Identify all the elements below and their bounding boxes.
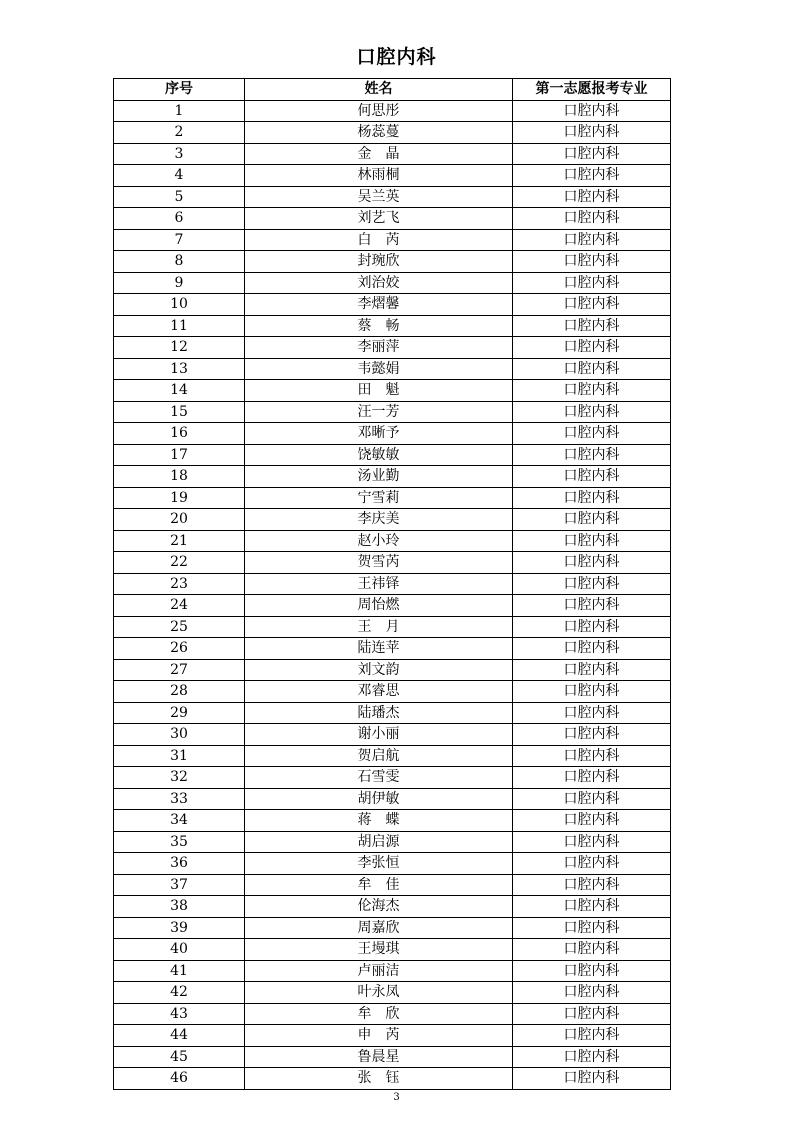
cell-major: 口腔内科 [513, 143, 671, 165]
cell-major: 口腔内科 [513, 724, 671, 746]
table-row [114, 595, 671, 617]
cell-no: 25 [114, 616, 245, 638]
table-row [114, 1068, 671, 1090]
table-row [114, 337, 671, 359]
cell-major: 口腔内科 [513, 767, 671, 789]
cell-major: 口腔内科 [513, 122, 671, 144]
cell-no: 5 [114, 186, 245, 208]
cell-name: 刘文韵 [245, 659, 513, 681]
cell-major: 口腔内科 [513, 1068, 671, 1090]
cell-name: 汤业勤 [245, 466, 513, 488]
cell-name: 贺启航 [245, 745, 513, 767]
table-row [114, 487, 671, 509]
cell-no: 28 [114, 681, 245, 703]
cell-name: 谢小丽 [245, 724, 513, 746]
table-row [114, 229, 671, 251]
table-row [114, 616, 671, 638]
table-row [114, 466, 671, 488]
table-row [114, 810, 671, 832]
cell-no: 43 [114, 1003, 245, 1025]
cell-name: 宁雪莉 [245, 487, 513, 509]
cell-name: 饶敏敏 [245, 444, 513, 466]
table-row [114, 401, 671, 423]
cell-major: 口腔内科 [513, 595, 671, 617]
cell-name: 牟 佳 [245, 874, 513, 896]
cell-no: 30 [114, 724, 245, 746]
table-row [114, 315, 671, 337]
table-row [114, 444, 671, 466]
cell-name: 赵小玲 [245, 530, 513, 552]
cell-major: 口腔内科 [513, 874, 671, 896]
table-row [114, 294, 671, 316]
cell-name: 牟 欣 [245, 1003, 513, 1025]
cell-major: 口腔内科 [513, 896, 671, 918]
table-row [114, 358, 671, 380]
table-row [114, 1046, 671, 1068]
cell-major: 口腔内科 [513, 423, 671, 445]
cell-major: 口腔内科 [513, 272, 671, 294]
cell-name: 李熠馨 [245, 294, 513, 316]
column-header-name: 姓名 [245, 79, 513, 101]
cell-major: 口腔内科 [513, 1046, 671, 1068]
cell-no: 45 [114, 1046, 245, 1068]
cell-major: 口腔内科 [513, 315, 671, 337]
table-row [114, 100, 671, 122]
table-row [114, 165, 671, 187]
cell-major: 口腔内科 [513, 745, 671, 767]
cell-no: 10 [114, 294, 245, 316]
cell-no: 7 [114, 229, 245, 251]
cell-major: 口腔内科 [513, 401, 671, 423]
cell-major: 口腔内科 [513, 853, 671, 875]
roster-body [114, 100, 671, 1089]
table-row [114, 874, 671, 896]
cell-name: 李庆美 [245, 509, 513, 531]
cell-major: 口腔内科 [513, 1025, 671, 1047]
cell-no: 34 [114, 810, 245, 832]
cell-name: 邓睿思 [245, 681, 513, 703]
cell-name: 王祎铎 [245, 573, 513, 595]
cell-major: 口腔内科 [513, 186, 671, 208]
table-row [114, 552, 671, 574]
table-row [114, 272, 671, 294]
cell-name: 卢丽洁 [245, 960, 513, 982]
cell-major: 口腔内科 [513, 960, 671, 982]
cell-no: 6 [114, 208, 245, 230]
table-row [114, 724, 671, 746]
table-row [114, 1003, 671, 1025]
cell-major: 口腔内科 [513, 659, 671, 681]
table-row [114, 960, 671, 982]
column-header-major: 第一志愿报考专业 [513, 79, 671, 101]
cell-no: 46 [114, 1068, 245, 1090]
cell-major: 口腔内科 [513, 251, 671, 273]
cell-name: 李张恒 [245, 853, 513, 875]
cell-major: 口腔内科 [513, 982, 671, 1004]
cell-no: 35 [114, 831, 245, 853]
cell-no: 33 [114, 788, 245, 810]
cell-major: 口腔内科 [513, 100, 671, 122]
table-row [114, 638, 671, 660]
cell-no: 2 [114, 122, 245, 144]
cell-major: 口腔内科 [513, 788, 671, 810]
cell-major: 口腔内科 [513, 810, 671, 832]
cell-no: 24 [114, 595, 245, 617]
table-row [114, 530, 671, 552]
table-row [114, 251, 671, 273]
cell-name: 汪一芳 [245, 401, 513, 423]
table-row [114, 831, 671, 853]
cell-no: 1 [114, 100, 245, 122]
cell-major: 口腔内科 [513, 681, 671, 703]
cell-major: 口腔内科 [513, 509, 671, 531]
cell-no: 42 [114, 982, 245, 1004]
roster-table [113, 78, 671, 1090]
cell-name: 吴兰英 [245, 186, 513, 208]
cell-name: 叶永凤 [245, 982, 513, 1004]
table-row [114, 509, 671, 531]
table-row [114, 143, 671, 165]
table-row [114, 380, 671, 402]
cell-major: 口腔内科 [513, 165, 671, 187]
cell-name: 申 芮 [245, 1025, 513, 1047]
table-row [114, 186, 671, 208]
cell-no: 38 [114, 896, 245, 918]
cell-major: 口腔内科 [513, 380, 671, 402]
table-row [114, 982, 671, 1004]
cell-major: 口腔内科 [513, 552, 671, 574]
table-row [114, 573, 671, 595]
cell-no: 8 [114, 251, 245, 273]
cell-name: 韦懿娟 [245, 358, 513, 380]
cell-no: 36 [114, 853, 245, 875]
cell-no: 12 [114, 337, 245, 359]
cell-no: 4 [114, 165, 245, 187]
cell-major: 口腔内科 [513, 831, 671, 853]
cell-major: 口腔内科 [513, 1003, 671, 1025]
cell-name: 何思彤 [245, 100, 513, 122]
cell-name: 田 魁 [245, 380, 513, 402]
cell-no: 39 [114, 917, 245, 939]
cell-major: 口腔内科 [513, 530, 671, 552]
cell-name: 封琬欣 [245, 251, 513, 273]
cell-no: 44 [114, 1025, 245, 1047]
cell-name: 胡伊敏 [245, 788, 513, 810]
cell-name: 王墁琪 [245, 939, 513, 961]
cell-no: 20 [114, 509, 245, 531]
cell-no: 41 [114, 960, 245, 982]
table-row [114, 853, 671, 875]
table-row [114, 122, 671, 144]
cell-no: 15 [114, 401, 245, 423]
cell-major: 口腔内科 [513, 638, 671, 660]
cell-no: 22 [114, 552, 245, 574]
table-row [114, 939, 671, 961]
cell-major: 口腔内科 [513, 337, 671, 359]
column-header-no: 序号 [114, 79, 245, 101]
page-title: 口腔内科 [356, 46, 437, 68]
cell-name: 白 芮 [245, 229, 513, 251]
cell-name: 林雨桐 [245, 165, 513, 187]
cell-name: 伦海杰 [245, 896, 513, 918]
table-row [114, 917, 671, 939]
cell-no: 27 [114, 659, 245, 681]
cell-no: 29 [114, 702, 245, 724]
cell-name: 陆连苹 [245, 638, 513, 660]
table-row [114, 896, 671, 918]
table-row [114, 1025, 671, 1047]
cell-major: 口腔内科 [513, 917, 671, 939]
cell-name: 石雪雯 [245, 767, 513, 789]
cell-name: 刘艺飞 [245, 208, 513, 230]
cell-no: 11 [114, 315, 245, 337]
table-row [114, 767, 671, 789]
cell-no: 23 [114, 573, 245, 595]
cell-no: 18 [114, 466, 245, 488]
cell-major: 口腔内科 [513, 444, 671, 466]
cell-no: 31 [114, 745, 245, 767]
cell-name: 周嘉欣 [245, 917, 513, 939]
cell-name: 贺雪芮 [245, 552, 513, 574]
page-number: 3 [393, 1092, 400, 1103]
cell-no: 26 [114, 638, 245, 660]
table-row [114, 423, 671, 445]
cell-major: 口腔内科 [513, 358, 671, 380]
cell-no: 37 [114, 874, 245, 896]
cell-major: 口腔内科 [513, 294, 671, 316]
cell-major: 口腔内科 [513, 487, 671, 509]
cell-name: 张 钰 [245, 1068, 513, 1090]
cell-name: 蒋 蝶 [245, 810, 513, 832]
cell-name: 周怡燃 [245, 595, 513, 617]
cell-no: 3 [114, 143, 245, 165]
cell-major: 口腔内科 [513, 573, 671, 595]
cell-major: 口腔内科 [513, 616, 671, 638]
cell-major: 口腔内科 [513, 702, 671, 724]
table-row [114, 208, 671, 230]
table-row [114, 745, 671, 767]
cell-name: 陆璠杰 [245, 702, 513, 724]
cell-name: 邓晰予 [245, 423, 513, 445]
cell-name: 金 晶 [245, 143, 513, 165]
cell-no: 32 [114, 767, 245, 789]
cell-name: 李丽萍 [245, 337, 513, 359]
cell-name: 王 月 [245, 616, 513, 638]
cell-no: 19 [114, 487, 245, 509]
cell-no: 40 [114, 939, 245, 961]
cell-no: 13 [114, 358, 245, 380]
cell-name: 胡启源 [245, 831, 513, 853]
cell-no: 21 [114, 530, 245, 552]
table-row [114, 681, 671, 703]
cell-no: 17 [114, 444, 245, 466]
cell-no: 9 [114, 272, 245, 294]
table-row [114, 702, 671, 724]
cell-name: 鲁晨星 [245, 1046, 513, 1068]
cell-major: 口腔内科 [513, 466, 671, 488]
cell-name: 刘治姣 [245, 272, 513, 294]
cell-major: 口腔内科 [513, 229, 671, 251]
table-row [114, 659, 671, 681]
table-header-row [114, 79, 671, 101]
cell-name: 杨蕊蔓 [245, 122, 513, 144]
cell-name: 蔡 畅 [245, 315, 513, 337]
cell-major: 口腔内科 [513, 208, 671, 230]
table-row [114, 788, 671, 810]
cell-no: 14 [114, 380, 245, 402]
cell-no: 16 [114, 423, 245, 445]
cell-major: 口腔内科 [513, 939, 671, 961]
